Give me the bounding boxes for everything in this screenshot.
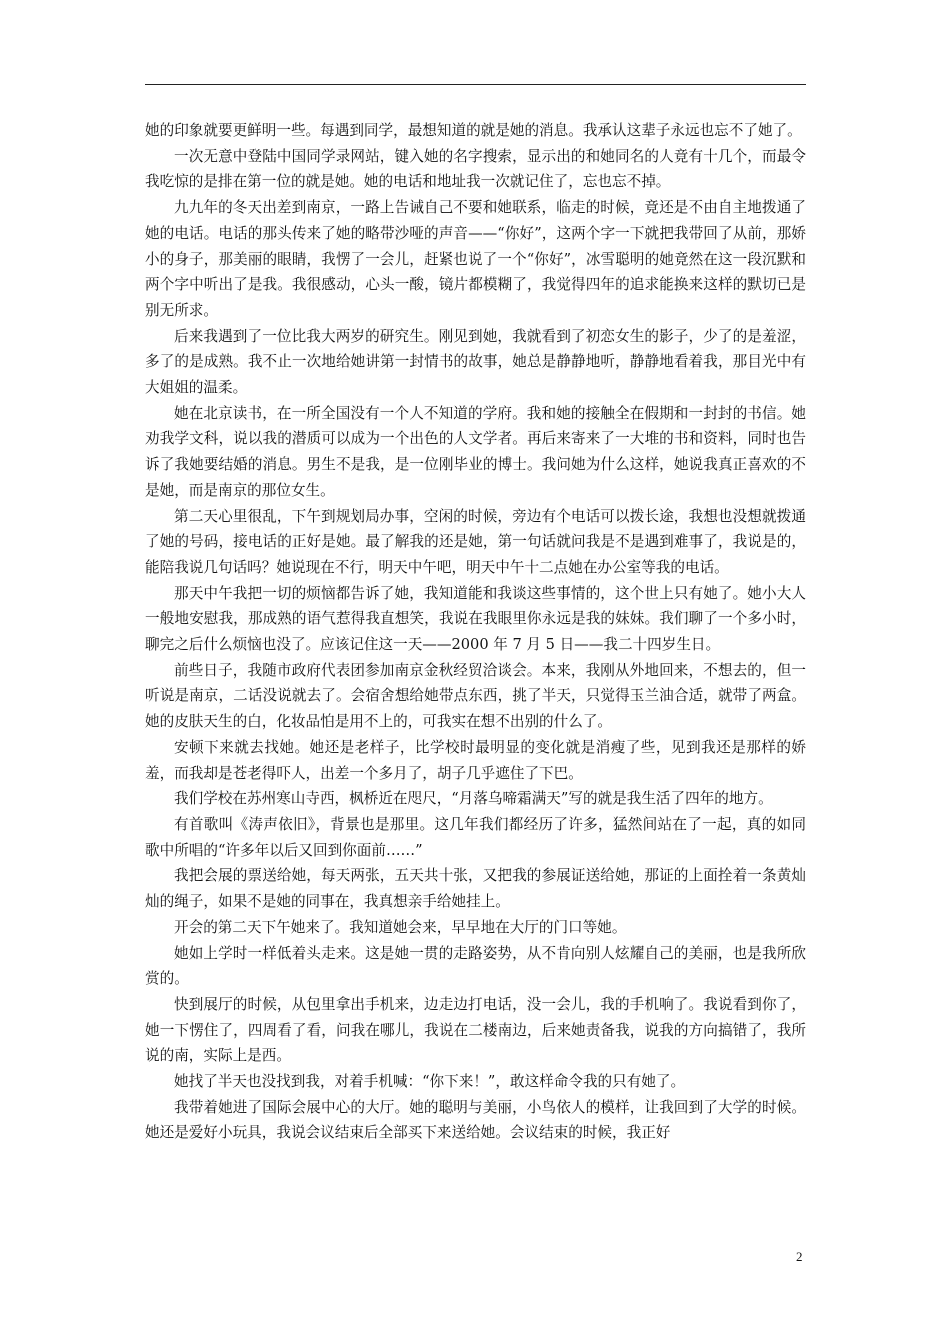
paragraph-continued: 她的印象就要更鲜明一些。每遇到同学，最想知道的就是她的消息。我承认这辈子永远也忘不了她了。 [145, 122, 802, 139]
paragraph: 那天中午我把一切的烦恼都告诉了她，我知道能和我谈这些事情的，这个世上只有她了。她小大人一般地安慰我，那成熟的语气惹得我直想笑，我说在我眼里你永远是我的妹妹。我们聊了一个多小时，聊完之后什么烦恼也没了。应该记住这一天——2000 年 7 月 5 日——我二十四岁生日。 [145, 584, 806, 654]
paragraph: 九九年的冬天出差到南京，一路上告诫自己不要和她联系，临走的时候，竟还是不由自主地拨通了她的电话。电话的那头传来了她的略带沙哑的声音——“你好”，这两个字一下就把我带回了从前，那娇小的身子，那美丽的眼睛，我愣了一会儿，赶紧也说了一个“你好”，冰雪聪明的她竟然在这一段沉默和两个字中听出了是我。我很感动，心头一酸，镜片都模糊了，我觉得四年的追求能换来这样的默切已是别无所求。 [145, 199, 806, 319]
paragraph: 第二天心里很乱，下午到规划局办事，空闲的时候，旁边有个电话可以拨长途，我想也没想就拨通了她的号码，接电话的正好是她。最了解我的还是她，第一句话就问我是不是遇到难事了，我说是的，能陪我说几句话吗？她说现在不行，明天中午吧，明天中午十二点她在办公室等我的电话。 [145, 507, 806, 576]
paragraph: 我们学校在苏州寒山寺西，枫桥近在咫尺，“月落乌啼霜满天”写的就是我生活了四年的地方。 [174, 790, 773, 808]
paragraph: 她如上学时一样低着头走来。这是她一贯的走路姿势，从不肯向别人炫耀自己的美丽，也是我所欣赏的。 [145, 944, 806, 988]
paragraph: 一次无意中登陆中国同学录网站，键入她的名字搜索，显示出的和她同名的人竟有十几个，而最令我吃惊的是排在第一位的就是她。她的电话和地址我一次就记住了，忘也忘不掉。 [145, 147, 806, 191]
paragraph: 她在北京读书，在一所全国没有一个人不知道的学府。我和她的接触全在假期和一封封的书信。她劝我学文科，说以我的潜质可以成为一个出色的人文学者。再后来寄来了一大堆的书和资料，同时也告诉了我她要结婚的消息。男生不是我，是一位刚毕业的博士。我问她为什么这样，她说我真正喜欢的不是她，而是南京的那位女生。 [145, 404, 806, 499]
paragraph: 我带着她进了国际会展中心的大厅。她的聪明与美丽，小鸟依人的模样，让我回到了大学的时候。她还是爱好小玩具，我说会议结束后全部买下来送给她。会议结束的时候，我正好 [145, 1098, 806, 1142]
paragraph: 前些日子，我随市政府代表团参加南京金秋经贸洽谈会。本来，我刚从外地回来，不想去的，但一听说是南京，二话没说就去了。会宿舍想给她带点东西，挑了半天，只觉得玉兰油合适，就带了两盒。她的皮肤天生的白，化妆品怕是用不上的，可我实在想不出别的什么了。 [145, 661, 806, 731]
paragraph: 有首歌叫《涛声依旧》，背景也是那里。这几年我们都经历了许多，猛然间站在了一起，真的如同歌中所唱的“许多年以后又回到你面前……” [145, 815, 806, 859]
paragraph: 她找了半天也没找到我，对着手机喊：“你下来！”，敢这样命令我的只有她了。 [174, 1073, 686, 1091]
paragraph: 我把会展的票送给她，每天两张，五天共十张，又把我的参展证送给她，那证的上面拴着一条黄灿灿的绳子，如果不是她的同事在，我真想亲手给她挂上。 [145, 867, 806, 911]
paragraph: 安顿下来就去找她。她还是老样子，比学校时最明显的变化就是消瘦了些，见到我还是那样的娇羞，而我却是苍老得吓人，出差一个多月了，胡子几乎遮住了下巴。 [145, 738, 806, 782]
paragraph: 后来我遇到了一位比我大两岁的研究生。刚见到她，我就看到了初恋女生的影子，少了的是羞涩，多了的是成熟。我不止一次地给她讲第一封情书的故事，她总是静静地听，静静地看着我，那目光中有大姐姐的温柔。 [145, 327, 806, 397]
header-rule [145, 84, 806, 85]
paragraph: 快到展厅的时候，从包里拿出手机来，边走边打电话，没一会儿，我的手机响了。我说看到你了，她一下愣住了，四周看了看，问我在哪儿，我说在二楼南边，后来她责备我，说我的方向搞错了，我所说的南，实际上是西。 [145, 995, 806, 1065]
page-number: 2 [796, 1249, 803, 1264]
document-body [145, 118, 806, 1146]
paragraph: 开会的第二天下午她来了。我知道她会来，早早地在大厅的门口等她。 [174, 918, 627, 936]
